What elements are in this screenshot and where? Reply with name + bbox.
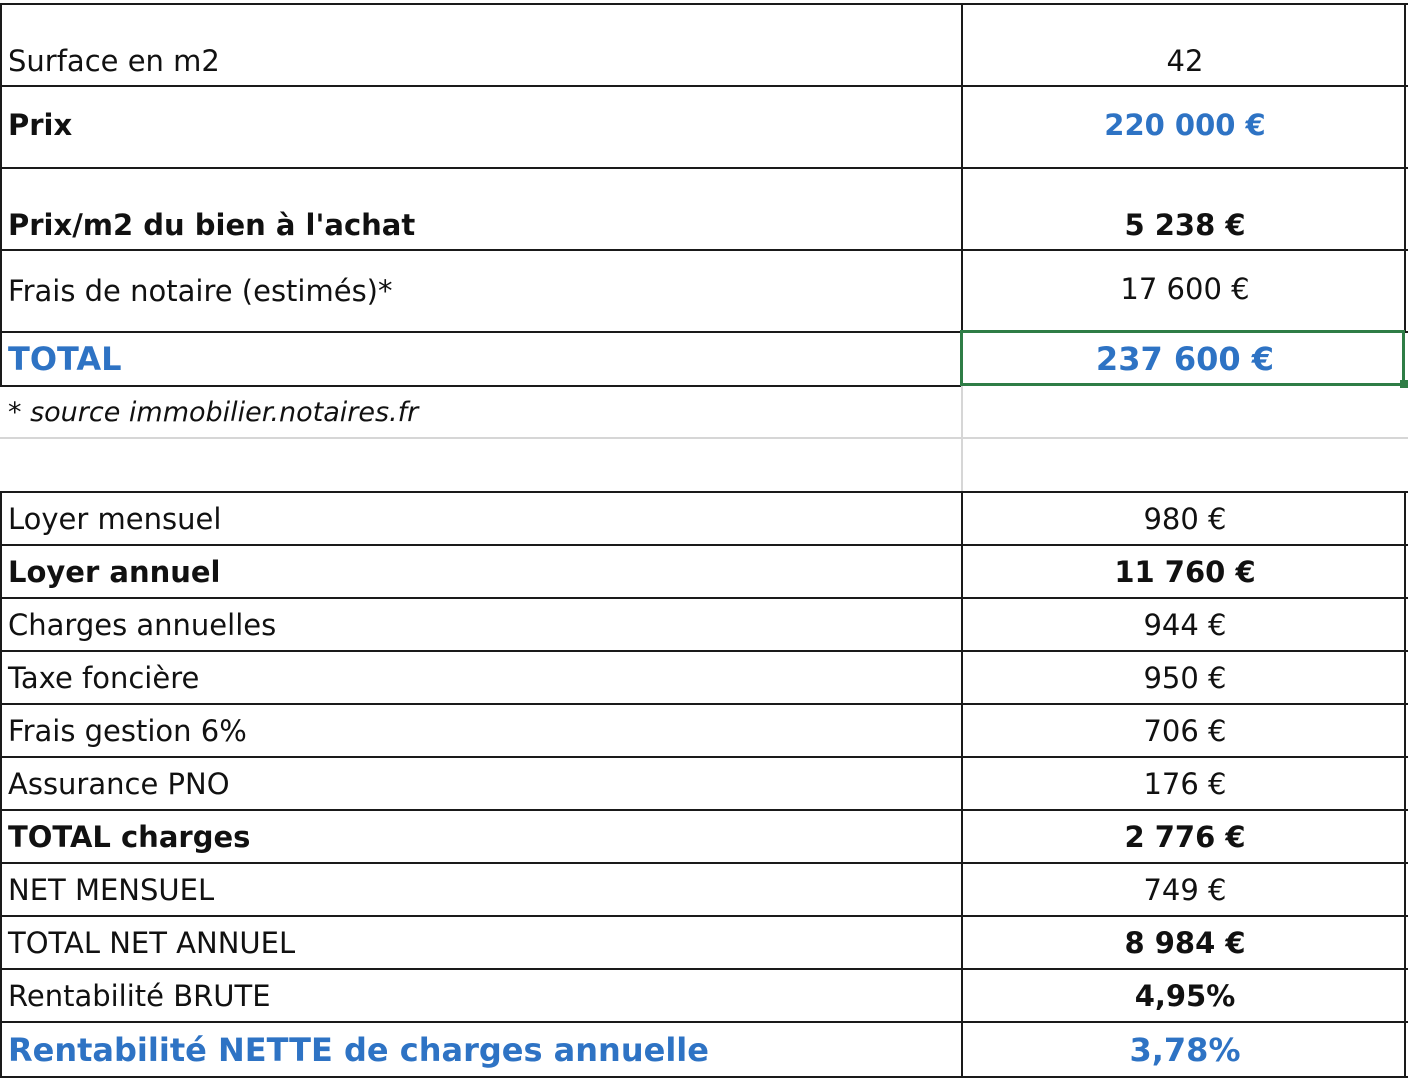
grid-line	[961, 491, 963, 1078]
frais-gestion-label: Frais gestion 6%	[8, 713, 247, 748]
cell-note[interactable]	[0, 386, 962, 438]
grid-line	[0, 1021, 1408, 1023]
grid-line	[0, 544, 1408, 546]
total-charges-label: TOTAL charges	[8, 819, 251, 854]
cell-taxe-fonciere-label[interactable]	[0, 651, 962, 704]
rentabilite-nette-value: 3,78%	[1129, 1031, 1241, 1069]
grid-line	[0, 385, 962, 387]
cell-surface-value[interactable]	[962, 4, 1408, 86]
row-rentabilite-brute	[0, 969, 1408, 1022]
frais-gestion-value: 706 €	[1143, 713, 1227, 748]
row-assurance-pno	[0, 757, 1408, 810]
row-taxe-fonciere	[0, 651, 1408, 704]
prix-value: 220 000 €	[1104, 108, 1266, 142]
grid-line	[0, 756, 1408, 758]
cell-empty-b[interactable]	[962, 438, 1408, 492]
cell-prix-m2-value[interactable]	[962, 168, 1408, 250]
cell-frais-gestion-value[interactable]	[962, 704, 1408, 757]
net-mensuel-label: NET MENSUEL	[8, 872, 215, 907]
cell-taxe-fonciere-value[interactable]	[962, 651, 1408, 704]
cell-frais-notaire-value[interactable]	[962, 250, 1408, 332]
row-charges-annuelles	[0, 598, 1408, 651]
row-prix-m2	[0, 168, 1408, 250]
row-frais-notaire	[0, 250, 1408, 332]
total-net-annuel-value: 8 984 €	[1124, 925, 1246, 960]
cell-charges-annuelles-value[interactable]	[962, 598, 1408, 651]
grid-line	[0, 862, 1408, 864]
row-note	[0, 386, 1408, 438]
grid-line	[1404, 491, 1406, 1078]
cell-net-mensuel-label[interactable]	[0, 863, 962, 916]
grid-line	[0, 915, 1408, 917]
cell-frais-gestion-label[interactable]	[0, 704, 962, 757]
surface-value: 42	[1166, 44, 1204, 78]
cell-loyer-mensuel-label[interactable]	[0, 492, 962, 545]
rentabilite-brute-value: 4,95%	[1134, 978, 1236, 1013]
cell-total-charges-label[interactable]	[0, 810, 962, 863]
rentabilite-nette-label: Rentabilité NETTE de charges annuelle	[8, 1031, 709, 1069]
grid-line	[0, 491, 1408, 493]
cell-rentabilite-nette-value[interactable]	[962, 1022, 1408, 1078]
cell-total-net-annuel-label[interactable]	[0, 916, 962, 969]
net-mensuel-value: 749 €	[1143, 872, 1227, 907]
loyer-mensuel-label: Loyer mensuel	[8, 501, 222, 536]
total-charges-value: 2 776 €	[1124, 819, 1246, 854]
charges-annuelles-value: 944 €	[1143, 607, 1227, 642]
row-prix	[0, 86, 1408, 168]
row-rentabilite-nette	[0, 1022, 1408, 1078]
cell-empty-a[interactable]	[0, 438, 962, 492]
cell-loyer-annuel-label[interactable]	[0, 545, 962, 598]
total-net-annuel-label: TOTAL NET ANNUEL	[8, 925, 296, 960]
row-total-charges	[0, 810, 1408, 863]
grid-line-light	[0, 437, 1408, 439]
cell-prix-m2-label[interactable]	[0, 168, 962, 250]
charges-annuelles-label: Charges annuelles	[8, 607, 277, 642]
grid-line	[0, 1076, 1408, 1078]
row-empty	[0, 438, 1408, 492]
grid-line	[0, 597, 1408, 599]
row-frais-gestion	[0, 704, 1408, 757]
frais-notaire-label: Frais de notaire (estimés)*	[8, 274, 393, 308]
fill-handle[interactable]	[1400, 380, 1408, 388]
loyer-annuel-label: Loyer annuel	[8, 554, 221, 589]
cell-rentabilite-brute-value[interactable]	[962, 969, 1408, 1022]
assurance-pno-label: Assurance PNO	[8, 766, 230, 801]
row-loyer-annuel	[0, 545, 1408, 598]
prix-m2-label: Prix/m2 du bien à l'achat	[8, 208, 416, 242]
grid-line	[0, 85, 1408, 87]
grid-line	[0, 809, 1408, 811]
surface-label: Surface en m2	[8, 44, 220, 78]
cell-rentabilite-nette-label[interactable]	[0, 1022, 962, 1078]
row-net-mensuel	[0, 863, 1408, 916]
cell-frais-notaire-label[interactable]	[0, 250, 962, 332]
row-total-net-annuel	[0, 916, 1408, 969]
cell-total-charges-value[interactable]	[962, 810, 1408, 863]
cell-note-empty[interactable]	[962, 386, 1408, 438]
grid-line-light	[961, 386, 963, 491]
grid-line	[961, 3, 963, 386]
row-loyer-mensuel	[0, 492, 1408, 545]
cell-prix-label[interactable]	[0, 86, 962, 168]
loyer-annuel-value: 11 760 €	[1114, 554, 1256, 589]
cell-assurance-pno-label[interactable]	[0, 757, 962, 810]
cell-net-mensuel-value[interactable]	[962, 863, 1408, 916]
loyer-mensuel-value: 980 €	[1143, 501, 1227, 536]
grid-line	[0, 249, 1408, 251]
grid-line	[0, 3, 1408, 5]
active-cell-selection[interactable]	[960, 330, 1405, 386]
cell-charges-annuelles-label[interactable]	[0, 598, 962, 651]
grid-line	[0, 491, 2, 1078]
taxe-fonciere-value: 950 €	[1143, 660, 1227, 695]
cell-loyer-annuel-value[interactable]	[962, 545, 1408, 598]
grid-line	[0, 3, 2, 386]
total-value: 237 600 €	[1095, 340, 1275, 378]
grid-line	[0, 703, 1408, 705]
grid-line	[0, 968, 1408, 970]
grid-line	[0, 167, 1408, 169]
cell-rentabilite-brute-label[interactable]	[0, 969, 962, 1022]
grid-line	[0, 650, 1408, 652]
grid-line	[1404, 3, 1406, 331]
cell-loyer-mensuel-value[interactable]	[962, 492, 1408, 545]
cell-total-label[interactable]	[0, 332, 962, 386]
cell-prix-value[interactable]	[962, 86, 1408, 168]
row-surface	[0, 4, 1408, 86]
rentabilite-brute-label: Rentabilité BRUTE	[8, 978, 271, 1013]
cell-surface-label[interactable]	[0, 4, 962, 86]
total-label: TOTAL	[8, 340, 122, 378]
source-note: * source immobilier.notaires.fr	[8, 396, 419, 428]
prix-label: Prix	[8, 108, 73, 142]
prix-m2-value: 5 238 €	[1124, 208, 1246, 242]
taxe-fonciere-label: Taxe foncière	[8, 660, 200, 695]
cell-total-net-annuel-value[interactable]	[962, 916, 1408, 969]
assurance-pno-value: 176 €	[1143, 766, 1227, 801]
frais-notaire-value: 17 600 €	[1120, 272, 1250, 306]
cell-assurance-pno-value[interactable]	[962, 757, 1408, 810]
